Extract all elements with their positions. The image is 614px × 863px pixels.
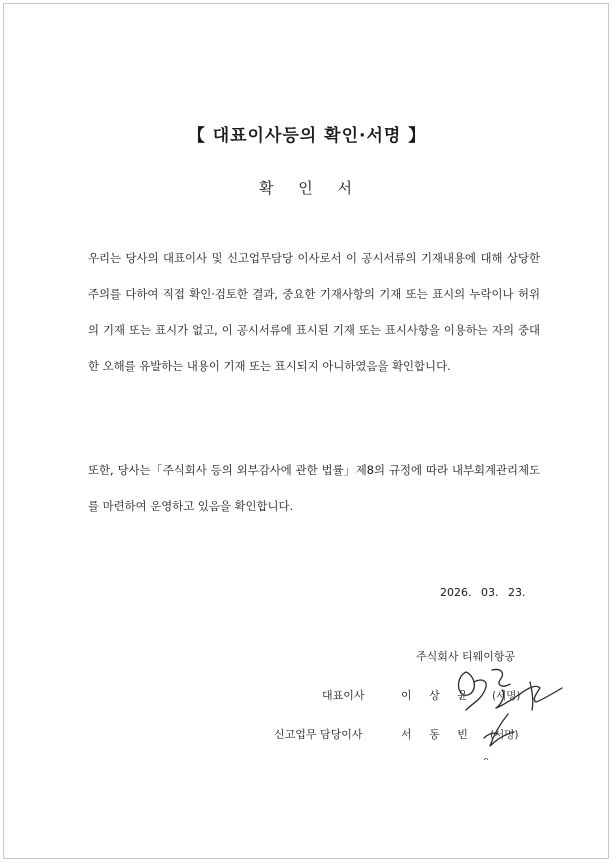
internal-control-paragraph: 또한, 당사는「주식회사 등의 외부감사에 관한 법률」제8의 규정에 따라 내부회계관리제도를 마련하여 운영하고 있음을 확인합니다. (88, 463, 540, 513)
signature-mark-ceo: (서명) (492, 690, 521, 702)
signatory-role-ceo: 대표이사 (322, 689, 365, 702)
handwritten-signature-icon (444, 654, 574, 764)
document-date: 2026. 03. 23. (440, 586, 526, 599)
document-page (3, 3, 609, 859)
signatory-name-ceo: 이 상 윤 (401, 689, 475, 702)
signatory-name-disclosure-officer: 서 동 빈 (401, 728, 475, 741)
confirmation-paragraph: 우리는 당사의 대표이사 및 신고업무담당 이사로서 이 공시서류의 기재내용에 대해 상당한 주의를 다하여 직접 확인·검토한 결과, 중요한 기재사항의 기재 또는 표시의 누락이나 허위의 기재 또는 표시가 없고, 이 공시서류에 표시된 기재 또는 표시사항을 이용하는 자의 중대한 오해를 유발하는 내용이 기재 또는 표시되지 아니하였음을 확인합니다. (88, 251, 540, 373)
signature-mark-disclosure-officer: (서명) (490, 729, 519, 741)
company-name: 주식회사 티웨이항공 (416, 650, 516, 663)
document-subtitle: 확 인 서 (258, 179, 355, 197)
signatory-role-disclosure-officer: 신고업무 담당이사 (274, 728, 363, 741)
document-title: 【 대표이사등의 확인·서명 】 (187, 126, 427, 146)
